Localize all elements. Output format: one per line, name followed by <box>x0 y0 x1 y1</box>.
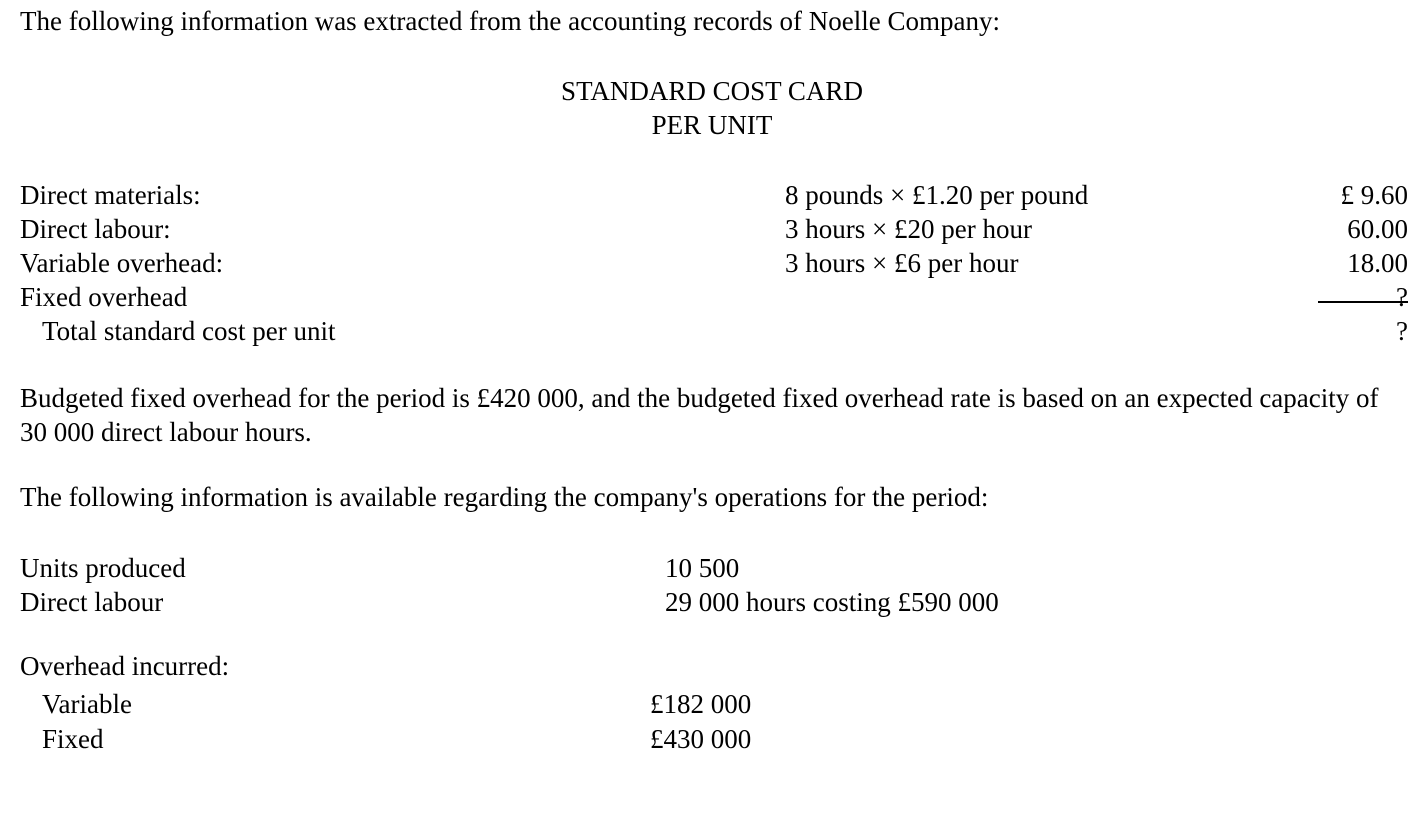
overhead-row-variable <box>0 687 1412 721</box>
cost-card-row-fixed-overhead <box>0 280 1412 314</box>
cost-card-total-placeholder: ? <box>1396 316 1408 346</box>
operations-intro-paragraph: The following information is available regarding the company's operations for the period: <box>20 482 989 512</box>
cost-card-row-direct-labour <box>0 212 1412 246</box>
overhead-row-fixed <box>0 722 1412 756</box>
cost-card-row-variable-overhead <box>0 246 1412 280</box>
overhead-label: Variable <box>42 689 132 719</box>
cost-card-amount: £ 9.60 <box>1340 180 1408 210</box>
budgeted-overhead-paragraph: Budgeted fixed overhead for the period is £420 000, and the budgeted fixed overhead rate is based on an expected capacity of 30 000 direct labour hours. <box>20 383 1379 447</box>
cost-card-amount: 60.00 <box>1347 214 1408 244</box>
cost-card-label: Fixed overhead <box>20 282 188 312</box>
standard-cost-card-heading <box>0 74 1412 142</box>
overhead-value: £182 000 <box>650 689 752 719</box>
cost-card-total-label: Total standard cost per unit <box>42 316 336 346</box>
standard-cost-card-table <box>0 178 1412 348</box>
cost-card-title-line-2: PER UNIT <box>651 110 773 140</box>
cost-card-label: Direct labour: <box>20 214 171 244</box>
cost-card-label: Variable overhead: <box>20 248 224 278</box>
cost-card-amount-placeholder: ? <box>1396 282 1408 312</box>
cost-card-subtotal-rule <box>1318 301 1408 303</box>
cost-card-label: Direct materials: <box>20 180 201 210</box>
overhead-value: £430 000 <box>650 724 752 754</box>
operations-label: Direct labour <box>20 587 164 617</box>
cost-card-amount: 18.00 <box>1347 248 1408 278</box>
cost-card-row-total <box>0 314 1412 348</box>
operations-row-units-produced <box>0 551 1412 585</box>
cost-card-calculation: 8 pounds × £1.20 per pound <box>785 180 1089 210</box>
overhead-incurred-heading: Overhead incurred: <box>20 651 230 681</box>
operations-row-direct-labour <box>0 585 1412 619</box>
operations-label: Units produced <box>20 553 186 583</box>
operations-value: 29 000 hours costing £590 000 <box>665 587 999 617</box>
cost-card-title-line-1: STANDARD COST CARD <box>561 76 863 106</box>
intro-paragraph: The following information was extracted from the accounting records of Noelle Company: <box>20 6 1000 36</box>
cost-card-calculation: 3 hours × £6 per hour <box>785 248 1019 278</box>
overhead-label: Fixed <box>42 724 104 754</box>
cost-card-calculation: 3 hours × £20 per hour <box>785 214 1032 244</box>
operations-value: 10 500 <box>665 553 740 583</box>
cost-card-row-direct-materials <box>0 178 1412 212</box>
